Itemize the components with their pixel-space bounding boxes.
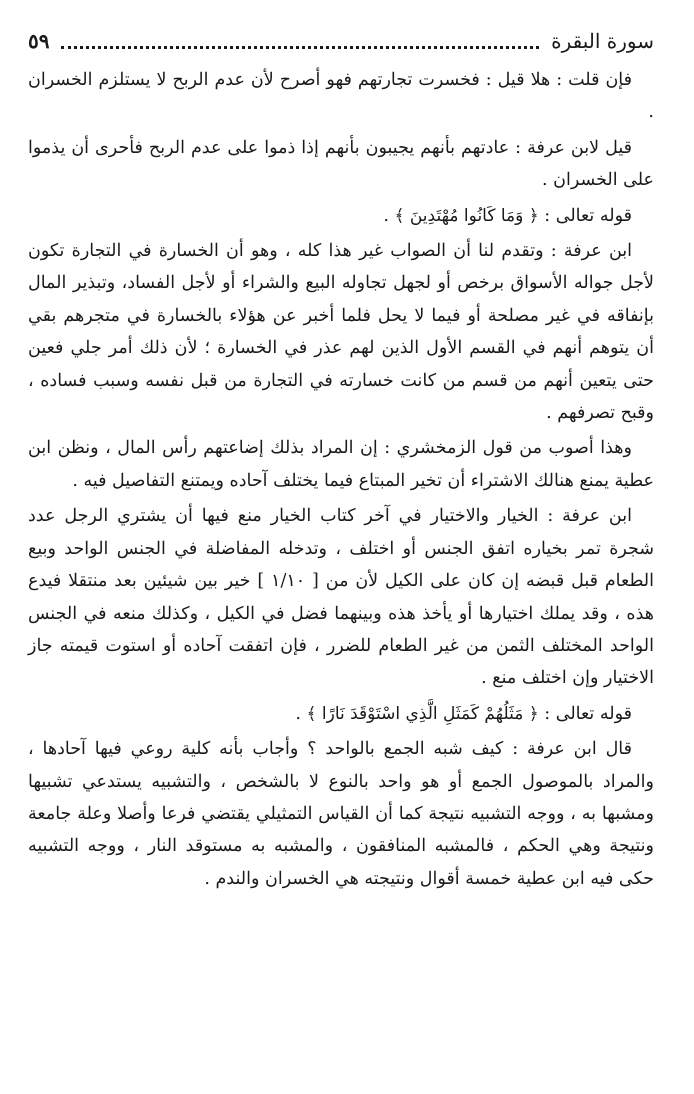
quran-verse: ﴿ وَمَا كَانُوا مُهْتَدِينَ ﴾ xyxy=(394,205,539,226)
paragraph-text: قيل لابن عرفة : عادتهم بأنهم يجيبون بأنهم إذا ذموا على عدم الربح فأحرى أن يذموا على الخسران . xyxy=(28,137,654,191)
paragraph xyxy=(28,432,654,497)
paragraph-text: ابن عرفة : الخيار والاختيار في آخر كتاب الخيار منع فيها أن يشتري الرجل عدد شجرة تمر بخياره اتفق الجنس أو اختلف ، وتدخله المفاضلة في الجنس الواحد وبيع الطعام قبل قبضه إن كان على الكيل لأن من [ ١/١٠ ] خير بين شيئين بعد منتقلا فيدع هذه ، وقد يملك اختيارها أو يأخذ هذه وبينهما فضل في الكيل ، وكذلك منعه في الجنس الواحد المختلف الثمن من غير الطعام للضرر ، فإن اتفقت آحاده أو استوت قيمته جاز الاختيار وإن اختلف منع . xyxy=(28,506,655,689)
paragraph xyxy=(28,733,654,895)
quran-verse: ﴿ مَثَلُهُمْ كَمَثَلِ الَّذِي اسْتَوْقَدَ نَارًا ﴾ xyxy=(306,703,539,724)
paragraph xyxy=(28,500,654,694)
paragraph-text: وهذا أصوب من قول الزمخشري : إن المراد بذلك إضاعتهم رأس المال ، ونظن ابن عطية يمنع هنالك الاشتراء أن تخير المبتاع فيما يختلف آحاده ويمتنع التفاصيل فيه . xyxy=(28,438,654,491)
page-body xyxy=(28,64,654,895)
verse-end: . xyxy=(383,205,395,226)
paragraph-text: فإن قلت : هلا قيل : فخسرت تجارتهم فهو أصرح لأن عدم الربح لا يستلزم الخسران . xyxy=(28,70,654,123)
paragraph xyxy=(28,64,654,129)
paragraph xyxy=(28,235,654,429)
page-number: ٥٩ xyxy=(28,29,50,53)
paragraph-text: ابن عرفة : وتقدم لنا أن الصواب غير هذا كله ، وهو أن الخسارة في التجارة تكون لأجل جواله الأسواق برخص أو لجهل تجاوله البيع والشراء أو لأجل الفساد، وتبذير المال بإنفاقه في غير مصلحة أو فيما لا يحل فلما أخبر عن هؤلاء بالخسارة في متجرهم بقي أن يتوهم أنهم في القسم الأول الذين لهم عذر في الخسارة ؛ لأن ذلك أمر جلي فعين حتى يتعين أنهم من قسم من كانت خسارته في التجارة من قبل نفسه وسبب فساده ، وقبح تصرفهم . xyxy=(28,241,654,424)
verse-end: . xyxy=(295,703,307,724)
book-page xyxy=(28,26,654,898)
verse-paragraph xyxy=(28,200,654,232)
paragraph xyxy=(28,132,654,197)
surah-title: سورة البقرة xyxy=(551,29,654,53)
verse-intro: قوله تعالى : xyxy=(538,205,632,226)
verse-intro: قوله تعالى : xyxy=(538,703,632,724)
running-header xyxy=(28,26,654,56)
paragraph-text: قال ابن عرفة : كيف شبه الجمع بالواحد ؟ وأجاب بأنه كلية روعي فيها آحادها ، والمراد بالموصول الجمع أو هو واحد بالنوع لا بالشخص ، والتشبيه يستدعي تشبيها ومشبها به ، ووجه التشبيه نتيجة كما أن القياس التمثيلي يقتضي فرعا وأصلا وعلة جامعة ونتيجة وهي الحكم ، فالمشبه المنافقون ، والمشبه به مستوقد النار ، ووجه التشبيه حكى فيه ابن عطية خمسة أقوال ونتيجته هي الخسران والندم . xyxy=(28,739,654,889)
verse-paragraph xyxy=(28,698,654,730)
header-dotted-leader xyxy=(61,34,539,49)
